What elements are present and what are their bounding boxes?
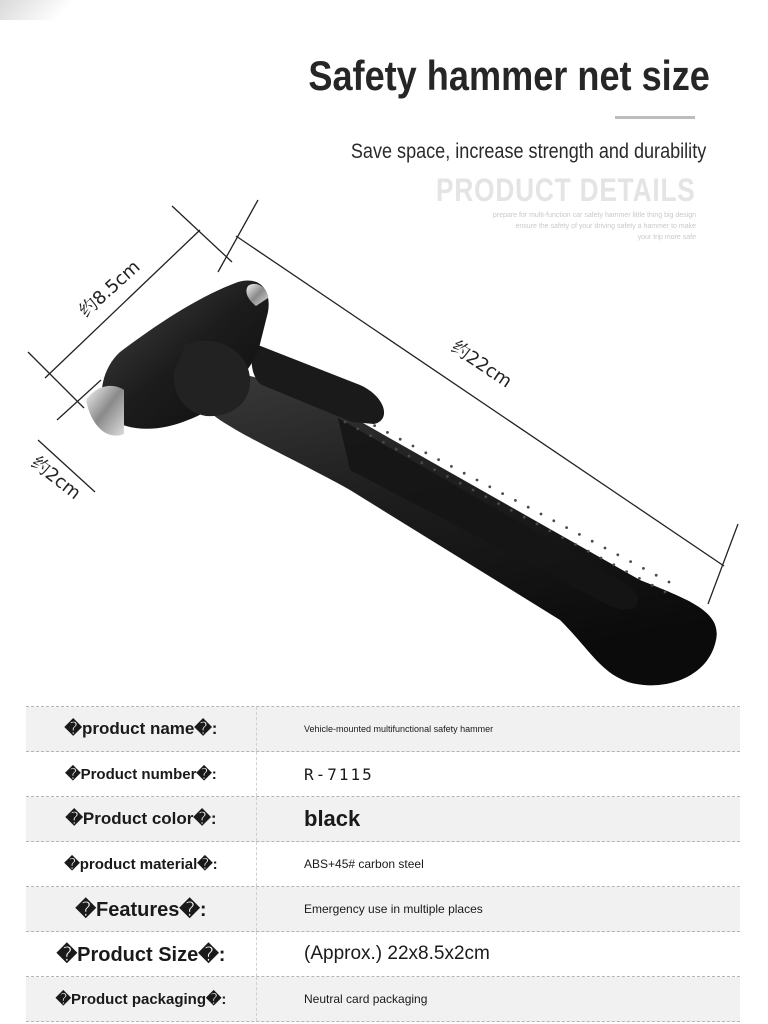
spec-label: �Product Size�: bbox=[56, 943, 226, 966]
spec-value: R-7115 bbox=[304, 764, 374, 784]
grip-dot bbox=[420, 461, 423, 464]
page-title: Safety hammer net size bbox=[308, 52, 710, 99]
safety-hammer-illustration bbox=[0, 190, 768, 700]
grip-dot bbox=[476, 479, 479, 482]
grip-dot bbox=[344, 421, 347, 424]
spec-label: �Product number�: bbox=[65, 766, 217, 783]
grip-dot bbox=[604, 547, 607, 550]
fine-print-line: prepare for multi-function car safety hammer little thing big design bbox=[492, 212, 696, 219]
grip-dot bbox=[395, 448, 398, 451]
corner-gradient bbox=[0, 0, 90, 20]
grip-dot bbox=[463, 472, 466, 475]
grip-dot bbox=[514, 499, 517, 502]
grip-dot bbox=[651, 584, 654, 587]
grip-dot bbox=[552, 519, 555, 522]
spec-table bbox=[26, 706, 740, 1022]
table-row bbox=[26, 887, 740, 932]
grip-dot bbox=[638, 577, 641, 580]
grip-dot bbox=[664, 591, 667, 594]
grip-dot bbox=[540, 513, 543, 516]
grip-dot bbox=[655, 574, 658, 577]
fine-print-line: your trip more safe bbox=[637, 234, 696, 241]
grip-dot bbox=[446, 475, 449, 478]
grip-dot bbox=[484, 495, 487, 498]
grip-dot bbox=[565, 526, 568, 529]
spec-label: �product material�: bbox=[64, 856, 218, 873]
spec-value: Vehicle-mounted multifunctional safety hammer bbox=[304, 724, 494, 734]
spec-value: black bbox=[304, 806, 361, 831]
grip-dot bbox=[536, 523, 539, 526]
grip-dot bbox=[424, 451, 427, 454]
page-subtitle: Save space, increase strength and durability bbox=[350, 140, 706, 163]
spec-value: Emergency use in multiple places bbox=[304, 902, 483, 916]
table-row bbox=[26, 842, 740, 887]
grip-dot bbox=[578, 533, 581, 536]
title-underline bbox=[615, 116, 695, 119]
table-row bbox=[26, 932, 740, 977]
hammer-handle bbox=[201, 372, 716, 685]
spec-label: �Product color�: bbox=[65, 809, 217, 828]
grip-dot bbox=[501, 492, 504, 495]
table-row bbox=[26, 707, 740, 752]
spec-label: �product name�: bbox=[64, 719, 218, 738]
table-row bbox=[26, 797, 740, 842]
spec-label: �Features�: bbox=[75, 898, 207, 921]
grip-dot bbox=[408, 455, 411, 458]
grip-dot bbox=[629, 560, 632, 563]
grip-dot bbox=[369, 434, 372, 437]
grip-dot bbox=[356, 427, 359, 430]
grip-dot bbox=[574, 543, 577, 546]
grip-dot bbox=[668, 581, 671, 584]
grip-dot bbox=[612, 563, 615, 566]
grip-dot bbox=[510, 509, 513, 512]
grip-dot bbox=[600, 557, 603, 560]
grip-dot bbox=[373, 424, 376, 427]
dimension-head-label: 约8.5cm bbox=[75, 256, 145, 322]
spec-value: (Approx.) 22x8.5x2cm bbox=[304, 943, 490, 964]
grip-dot bbox=[472, 489, 475, 492]
grip-dot bbox=[625, 570, 628, 573]
grip-dot bbox=[399, 438, 402, 441]
grip-dot bbox=[497, 502, 500, 505]
grip-dot bbox=[386, 431, 389, 434]
grip-dot bbox=[450, 465, 453, 468]
grip-dot bbox=[382, 441, 385, 444]
grip-dot bbox=[587, 550, 590, 553]
table-row bbox=[26, 977, 740, 1022]
steel-tip-icon bbox=[86, 386, 124, 436]
grip-dot bbox=[523, 516, 526, 519]
spec-value: ABS+45# carbon steel bbox=[304, 857, 424, 871]
product-details-heading: PRODUCT DETAILS bbox=[436, 172, 696, 208]
grip-dot bbox=[548, 529, 551, 532]
spec-value: Neutral card packaging bbox=[304, 992, 428, 1006]
grip-dot bbox=[561, 536, 564, 539]
grip-dot bbox=[616, 553, 619, 556]
handle-grip bbox=[338, 418, 638, 609]
grip-dot bbox=[459, 482, 462, 485]
grip-dot bbox=[437, 458, 440, 461]
grip-dot bbox=[527, 506, 530, 509]
table-row bbox=[26, 752, 740, 797]
dimension-tip-label: 约2cm bbox=[26, 452, 85, 504]
grip-dot bbox=[488, 485, 491, 488]
grip-dot bbox=[412, 445, 415, 448]
grip-dot bbox=[433, 468, 436, 471]
grip-dot bbox=[642, 567, 645, 570]
grip-dot bbox=[591, 540, 594, 543]
dimension-length-label: 约22cm bbox=[447, 336, 516, 393]
spec-label: �Product packaging�: bbox=[55, 991, 227, 1008]
fine-print-line: ensure the safety of your driving safety a hammer to make bbox=[515, 223, 696, 230]
